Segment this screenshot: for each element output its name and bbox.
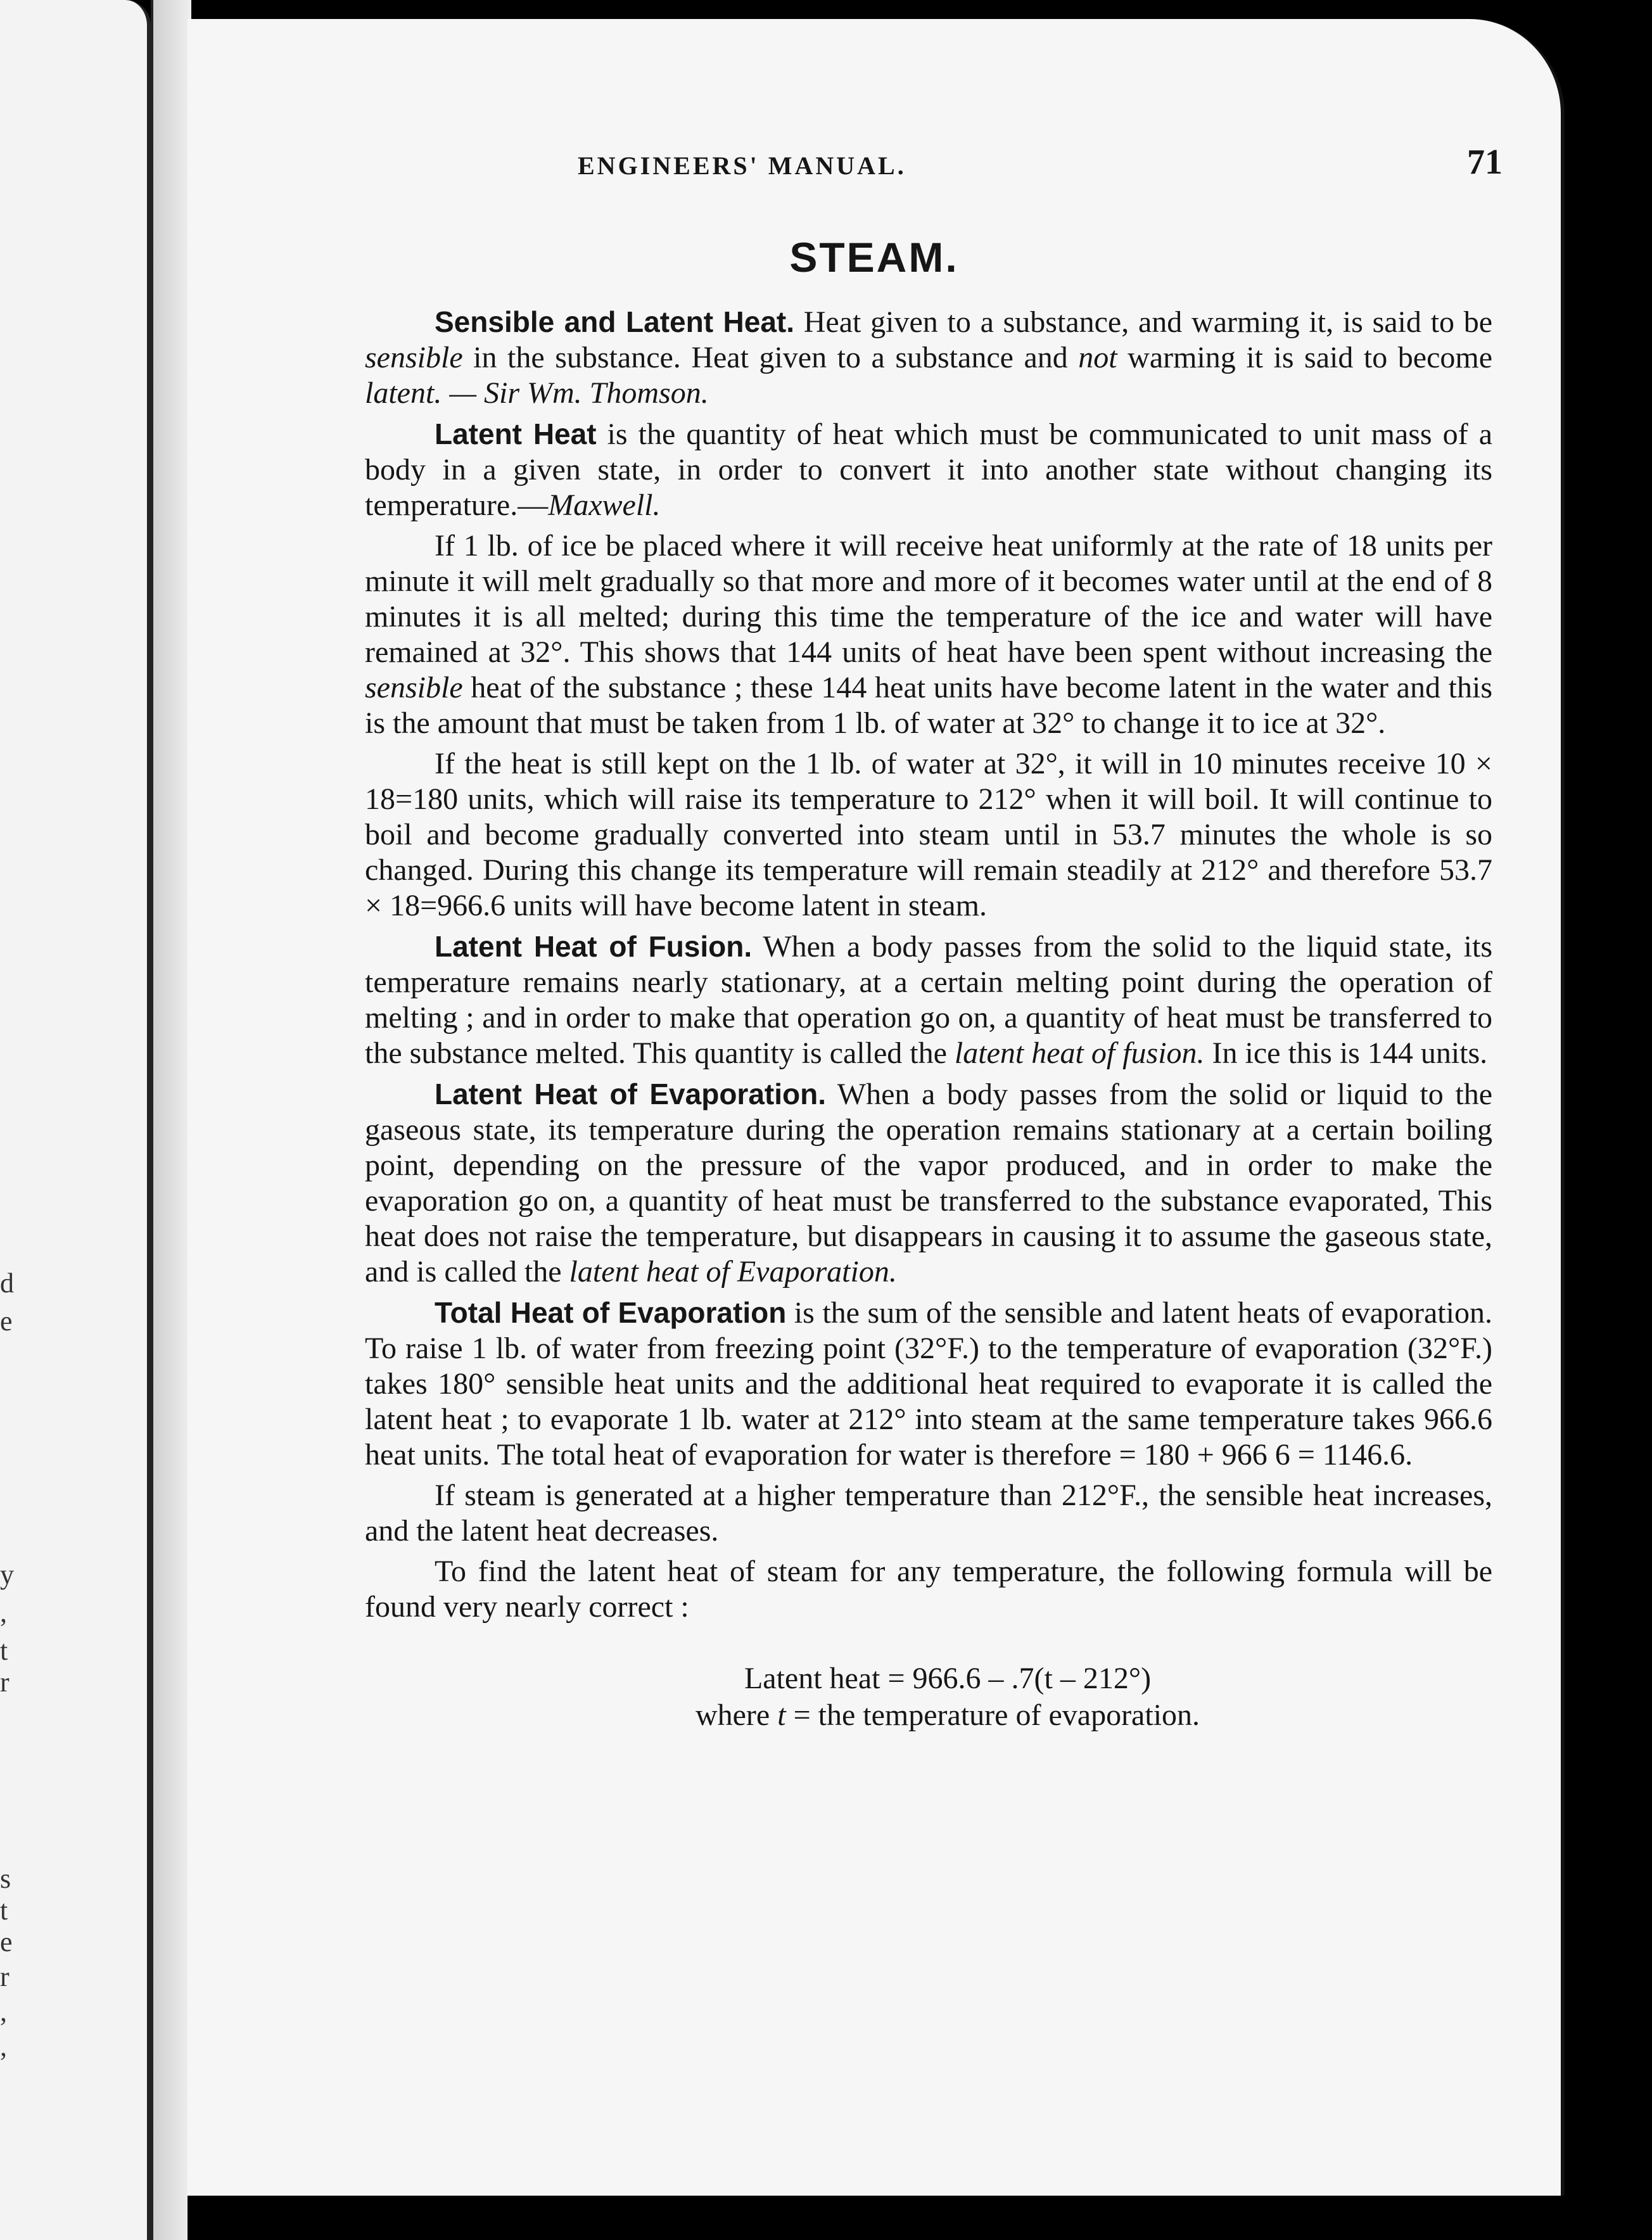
page-bottom-edge [187,2196,1566,2240]
facing-page-fragment: , [0,1996,7,2027]
facing-page-fragment: r [0,1961,10,1992]
paragraph-sensible-latent-heat: Sensible and Latent Heat. Heat given to a substance, and warming it, is said to be sensible in the substance. Heat given to a substance and not warming it is said to become latent. — Sir Wm. Thomson. [365,305,1493,410]
facing-page-fragment: r [0,1667,10,1698]
paragraph-latent-heat: Latent Heat is the quantity of heat which must be communicated to unit mass of a body in a given state, in order to convert it into another state without changing its temperature.—Maxwell. [365,417,1493,522]
facing-page-fragment: e [0,1926,13,1957]
page-number: 71 [1467,143,1503,182]
formula-equation: Latent heat = 966.6 – .7(t – 212°) [744,1662,1152,1695]
latent-heat-formula [365,1660,1492,1734]
running-head: ENGINEERS' MANUAL. [578,151,906,180]
facing-page-fragment: y [0,1559,14,1590]
paragraph-ice-example: If 1 lb. of ice be placed where it will receive heat uniformly at the rate of 18 units per minute it will melt gradually so that more and more of it becomes water until at the end of 8 minutes it is all melted; during this time the temperature of the ice and water will have remained at 32°. This shows that 144 units of heat have been spent without increasing the sensible heat of the substance ; these 144 heat units have become latent in the water and this is the amount that must be taken from 1 lb. of water at 32° to change it to ice at 32°. [365,529,1492,740]
facing-page-fragment: , [0,1597,7,1628]
paragraph-heading: Latent Heat of Evaporation. [435,1078,826,1110]
facing-page-fragment: t [0,1635,8,1666]
paragraph-formula-intro: To find the latent heat of steam for any temperature, the following formula will be found very nearly correct : [365,1555,1492,1624]
paragraph-heading: Latent Heat of Fusion. [435,930,753,963]
paragraph-heading: Total Heat of Evaporation [435,1296,787,1329]
facing-page-fragment: , [0,2031,7,2062]
facing-page-fragment: d [0,1268,14,1299]
paragraph-total-heat-evaporation: Total Heat of Evaporation is the sum of the sensible and latent heats of evaporation. To raise 1 lb. of water from freezing point (32°F.) to the temperature of evaporation (32°F.) takes 180° sensible heat units and the additional heat required to evaporate it is called the latent heat ; to evaporate 1 lb. water at 212° into steam at the same temperature takes 966.6 heat units. The total heat of evaporation for water is therefore = 180 + 966 6 = 1146.6. [365,1296,1492,1472]
paragraph-latent-heat-fusion: Latent Heat of Fusion. When a body passes from the solid to the liquid state, its temperature remains nearly stationary, at a certain melting point during the operation of melting ; and in order to make that operation go on, a quantity of heat must be transferred to the substance melted. This quantity is called the latent heat of fusion. In ice this is 144 units. [365,930,1492,1070]
paragraph-heading: Latent Heat [435,417,597,450]
facing-page-fragment: s [0,1863,11,1894]
facing-page-edge [0,0,151,2240]
page-title: STEAM. [789,234,959,281]
facing-page-fragment: e [0,1306,13,1337]
paragraph-higher-temperature: If steam is generated at a higher temperature than 212°F., the sensible heat increases, and the latent heat decreases. [365,1479,1492,1548]
book-gutter [151,0,191,2240]
page-body [365,304,1492,1734]
paragraph-boiling-example: If the heat is still kept on the 1 lb. of water at 32°, it will in 10 minutes receive 10 × 18=180 units, which will raise its temperature to 212° when it will boil. It will continue to boil and become gradually converted into steam until in 53.7 minutes the whole is so changed. During this change its temperature will remain steadily at 212° and therefore 53.7 × 18=966.6 units will have become latent in steam. [365,747,1492,922]
formula-definition: where t = the temperature of evaporation. [695,1698,1200,1732]
paragraph-latent-heat-evaporation: Latent Heat of Evaporation. When a body passes from the solid or liquid to the gaseous state, its temperature during the operation remains stationary at a certain boiling point, depending on the pressure of the vapor produced, and in order to make the evaporation go on, a quantity of heat must be transferred to the substance evaporated, This heat does not raise the temperature, but disappears in causing it to assume the gaseous state, and is called the latent heat of Evaporation. [365,1078,1492,1289]
page-header [578,143,1503,201]
facing-page-fragment: t [0,1895,8,1926]
paragraph-heading: Sensible and Latent Heat. [435,305,795,338]
